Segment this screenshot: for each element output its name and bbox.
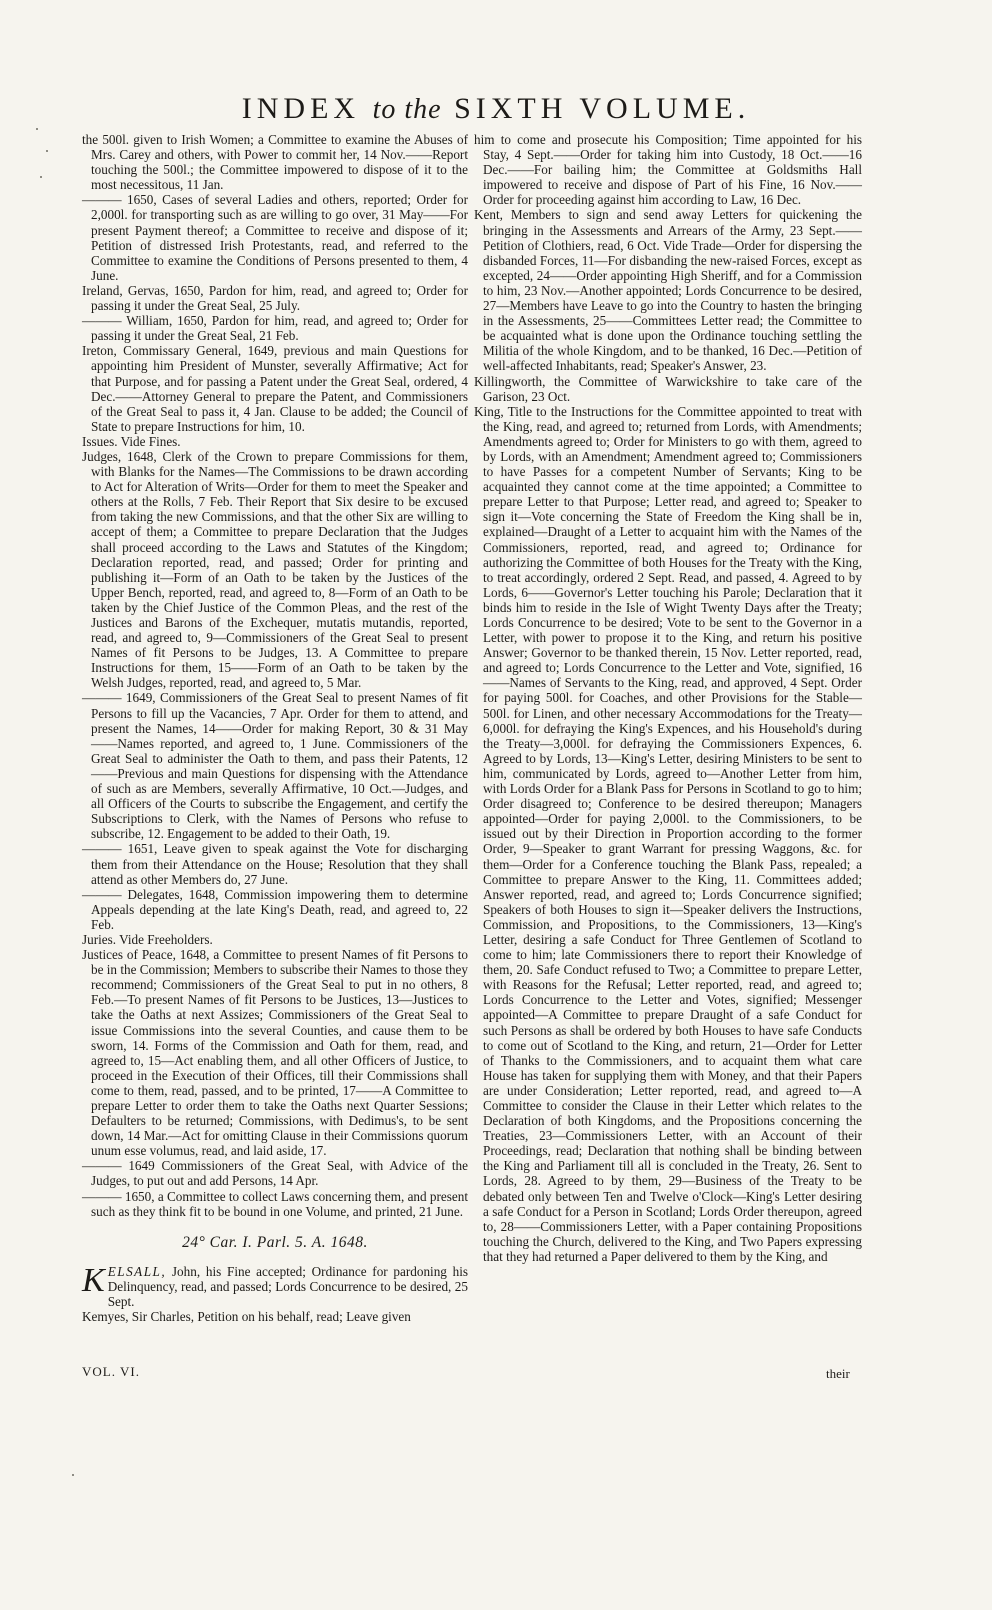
running-head (0, 92, 992, 126)
index-entry-justices: Justices of Peace, 1648, a Committee to present Names of fit Persons to be in the Commission; Members to subscribe their Names to those they recommend; Commissioners of the Great Seal to put in no others, 8 Feb.—To present Names of fit Persons to be Justices, 13—Justices to take the Oaths at next Assizes; Commissioners of the Great Seal to issue Commissions into the several Counties, and cause them to be sworn, 14. Forms of the Commission and Oath for them, read, and agreed to, 15—Act enabling them, and all other Officers of Justice, to proceed in the Execution of their Offices, till their Commissions shall come to them, read, passed, and to be printed, 17——A Committee to prepare Letter to order them to take the Oaths next Quarter Sessions; Defaulters to be returned; Commissions, with Dedimus's, to be sent down, 14 Mar.—Act for omitting Clause in their Commissions quorum unum esse volumus, read, and laid aside, 17. (82, 947, 468, 1159)
drop-cap: K (82, 1261, 105, 1299)
index-entry: ——— 1651, Leave given to speak against the Vote for discharging them from their Attendance on the House; Resolution that they shall attend as other Members do, 27 June. (82, 841, 468, 887)
index-entry: ——— 1650, Cases of several Ladies and others, reported; Order for 2,000l. for transporting such as are willing to go over, 31 May——For present Payment thereof; a Committee to receive and dispose of it; Petition of distressed Irish Protestants, read, and referred to the Committee to examine the Conditions of Persons presented to them, 4 June. (82, 192, 468, 283)
right-column (474, 132, 862, 1264)
index-entry-ireton: Ireton, Commissary General, 1649, previous and main Questions for appointing him President of Munster, severally Affirmative; Act for that Purpose, and for passing a Patent under the Great Seal, ordered, 4 Dec.——Attorney General to prepare the Patent, and Commissioners of the Great Seal to pass it, 4 Jan. Clause to be added; the Council of State to prepare Instructions for him, 10. (82, 343, 468, 434)
index-entry-kemyes: Kemyes, Sir Charles, Petition on his behalf, read; Leave given (82, 1309, 411, 1325)
running-head-right: SIXTH VOLUME. (454, 92, 751, 125)
running-head-mid: to the (372, 94, 442, 125)
paper-speck (36, 128, 38, 130)
index-entry: him to come and prosecute his Composition; Time appointed for his Stay, 4 Sept.——Order for taking him into Custody, 18 Oct.——16 Dec.——For bailing him; the Committee at Goldsmiths Hall impowered to receive and dispose of Part of his Fine, 16 Nov.——Order for proceeding against him according to Law, 16 Dec. (474, 132, 862, 208)
paper-speck (40, 176, 42, 178)
catchword: their (826, 1366, 850, 1381)
kelsall-name: ELSALL, (107, 1263, 167, 1279)
index-entry-king: King, Title to the Instructions for the Committee appointed to treat with the King, read, and agreed to; returned from Lords, with Amendments; Amendments agreed to; Order for Ministers to go with them, agreed to by Lords, with an Amendment; Amendment agreed to; Commissioners to have Passes for a competent Number of Servants; King to be acquainted they cannot come at the time appointed; a Committee to prepare Letter to that Purpose; Letter read, and agreed to; Speaker to sign it—Vote concerning the State of Freedom the King shall be in, explained—Draught of a Letter to acquaint him with the Names of the Commissioners, reported, read, and agreed to; Ordinance for authorizing the Committee of both Houses for the Treaty with the King, to treat accordingly, ordered 2 Sept. Read, and passed, 4. Agreed to by Lords, 6——Governor's Letter touching his Parole; Declaration that it binds him to reside in the Isle of Wight Twenty Days after the Treaty; Lords Concurrence to be desired; Vote to be sent to the Governor in a Letter, with power to propose it to the King, and return his positive Answer; Governor to be thanked therein, 15 Nov. Letter reported, read, and agreed to; Lords Concurrence to the Letter and Vote, signified, 16——Names of Servants to the King, read, and approved, 4 Sept. Order for paying 500l. for Coaches, and other Provisions for the Stable—500l. for Linen, and other necessary Accommodations for the Treaty—6,000l. for defraying the King's Expences, and his Household's during the Treaty—3,000l. for defraying the Commissioners Expences, 6. Agreed to by Lords, 13—King's Letter, desiring Ministers to be sent to him, communicated by Lords, agreed to—Another Letter from him, with Lords Order for a Blank Pass for Persons in Scotland to go to him; Order disagreed to; Conference to be desired thereupon; Managers appointed—Order for paying 2,000l. to the Commissioners, to be issued out by their Direction in Proportion according to the former Order, 9—Speaker to grant Warrant for pressing Waggons, &c. for them—Order for a Conference touching the Blank Pass, repealed; a Committee to prepare Answer to the King, 11. Committees added; Answer reported, read, and agreed to; Lords Concurrence signified; Speakers of both Houses to sign it—Speaker delivers the Instructions, Commission, and Propositions, to the Commissioners, 13—King's Letter, desiring a safe Conduct for Three Gentlemen of Scotland to come to him; late Commissioners there to report their Knowledge of them, 20. Safe Conduct refused to Two; a Committee to prepare Letter, with Reasons for the Refusal; Letter reported, read, and agreed to; Lords Concurrence to the Letter and Votes, signified; Messenger appointed—A Committee to prepare Draught of a safe Conduct for such Persons as shall be ordered by both Houses to have safe Conducts to come out of Scotland to the King, and return, 21—Order for Letter of Thanks to the Commissioners, and to acquaint them what care House has taken for supplying them with Money, and that their Papers are under Consideration; Letter reported, read, and agreed to—A Committee to consider the Clause in their Letter which relates to the Declaration of both Kingdoms, and the Propositions concerning the Treaties, 23—Commissioners Letter, with an Account of their Proceedings, read; Declaration that nothing shall be binding between the King and Parliament till all is concluded in the Treaty, 26. Sent to Lords, 28. Agreed to by them, 29—Business of the Treaty to be debated only between Ten and Twelve o'Clock—King's Letter desiring a safe Conduct for a Person in Scotland; Lords Order thereupon, agreed to, 28——Commissioners Letter, with a Paper containing Propositions touching the Church, delivered to the King, and Two Papers expressing that they had returned a Paper delivered to them by the King, and (474, 403, 862, 1264)
paper-speck (46, 150, 48, 152)
paper-speck (72, 1474, 74, 1476)
index-entry: ——— William, 1650, Pardon for him, read, and agreed to; Order for passing it under the Great Seal, 21 Feb. (82, 313, 468, 344)
kelsall-text: John, his Fine accepted; Ordinance for pardoning his Delinquency, read, and passed; Lords Concurrence to be desired, 25 Sept. (107, 1263, 468, 1310)
index-entry: ——— Delegates, 1648, Commission impowering them to determine Appeals depending at the late King's Death, read, and agreed to, 22 Feb. (82, 886, 468, 932)
index-entry-kent: Kent, Members to sign and send away Letters for quickening the bringing in the Assessments and Arrears of the Army, 23 Sept.——Petition of Clothiers, read, 6 Oct. Vide Trade—Order for dispersing the disbanded Forces, 11—For disbanding the new-raised Forces, except as excepted, 24——Order appointing High Sheriff, and for a Commission to him, 23 Nov.—Another appointed; Lords Concurrence to be desired, 27—Members have Leave to go into the Country to hasten the bringing in the Assessments, 25——Committees Letter read; the Committee to be acquainted what is done upon the Ordinance touching settling the Militia of the whole Kingdom, and to be thanked, 16 Dec.—Petition of well-affected Inhabitants, read; Speaker's Answer, 23. (474, 207, 862, 374)
index-entry-kelsall (82, 1261, 468, 1310)
signature-mark: VOL. VI. (82, 1364, 140, 1379)
left-column (82, 132, 468, 1324)
index-entry-killingworth: Killingworth, the Committee of Warwickshire to take care of the Garison, 23 Oct. (474, 373, 862, 404)
index-entry-ireland-gervas: Ireland, Gervas, 1650, Pardon for him, read, and agreed to; Order for passing it under the Great Seal, 25 July. (82, 282, 468, 314)
section-heading: 24° Car. I. Parl. 5. A. 1648. (182, 1233, 368, 1251)
index-entry-judges: Judges, 1648, Clerk of the Crown to prepare Commissions for them, with Blanks for the Names—The Commissions to be drawn according to Act for Alteration of Writs—Order for them to meet the Speaker and others at the Rolls, 7 Feb. Their Report that Six desire to be excused from taking the new Commissions, and that the other Six are willing to accept of them; a Committee to prepare Declaration that the Judges shall proceed according to the Laws and Statutes of the Kingdom; Declaration reported, read, and passed; Order for printing and publishing it—Form of an Oath to be taken by the Justices of the Upper Bench, reported, read, and agreed to, 8—Form of an Oath to be taken by the Chief Justice of the Common Pleas, and the rest of the Justices and Barons of the Exchequer, mutatis mutandis, reported, read, and agreed to, 9—Commissioners of the Great Seal to present Names of fit Persons to be Judges, 13. A Committee to prepare Instructions for them, 15——Form of an Oath to be taken by the Welsh Judges, reported, read, and agreed to, 5 Mar. (82, 448, 468, 691)
index-entry: the 500l. given to Irish Women; a Committee to examine the Abuses of Mrs. Carey and others, with Power to commit her, 14 Nov.——Report touching the 500l.; the Committee impowered to dispose of it to the most necessitous, 11 Jan. (82, 132, 468, 193)
index-entry: ——— 1649 Commissioners of the Great Seal, with Advice of the Judges, to put out and add Persons, 14 Apr. (82, 1158, 468, 1189)
index-entry-juries: Juries. Vide Freeholders. (82, 931, 213, 947)
running-head-left: INDEX (241, 92, 361, 125)
index-entry-issues: Issues. Vide Fines. (82, 433, 181, 449)
index-entry: ——— 1649, Commissioners of the Great Seal to present Names of fit Persons to fill up the Vacancies, 7 Apr. Order for them to attend, and present the Names, 14——Order for making Report, 30 & 31 May——Names reported, and agreed to, 1 June. Commissioners of the Great Seal to administer the Oath to them, and pass their Patents, 12——Previous and main Questions for dispensing with the Attendance of such as are Members, severally Affirmative, 10 Oct.—Judges, and all Officers of the Courts to subscribe the Engagement, and certify the Subscriptions to Clerk, with the Names of Persons who refuse to subscribe, 12. Engagement to be added to their Oath, 19. (82, 690, 468, 842)
index-entry: ——— 1650, a Committee to collect Laws concerning them, and present such as they think fit to be bound in one Volume, and printed, 21 June. (82, 1188, 468, 1219)
